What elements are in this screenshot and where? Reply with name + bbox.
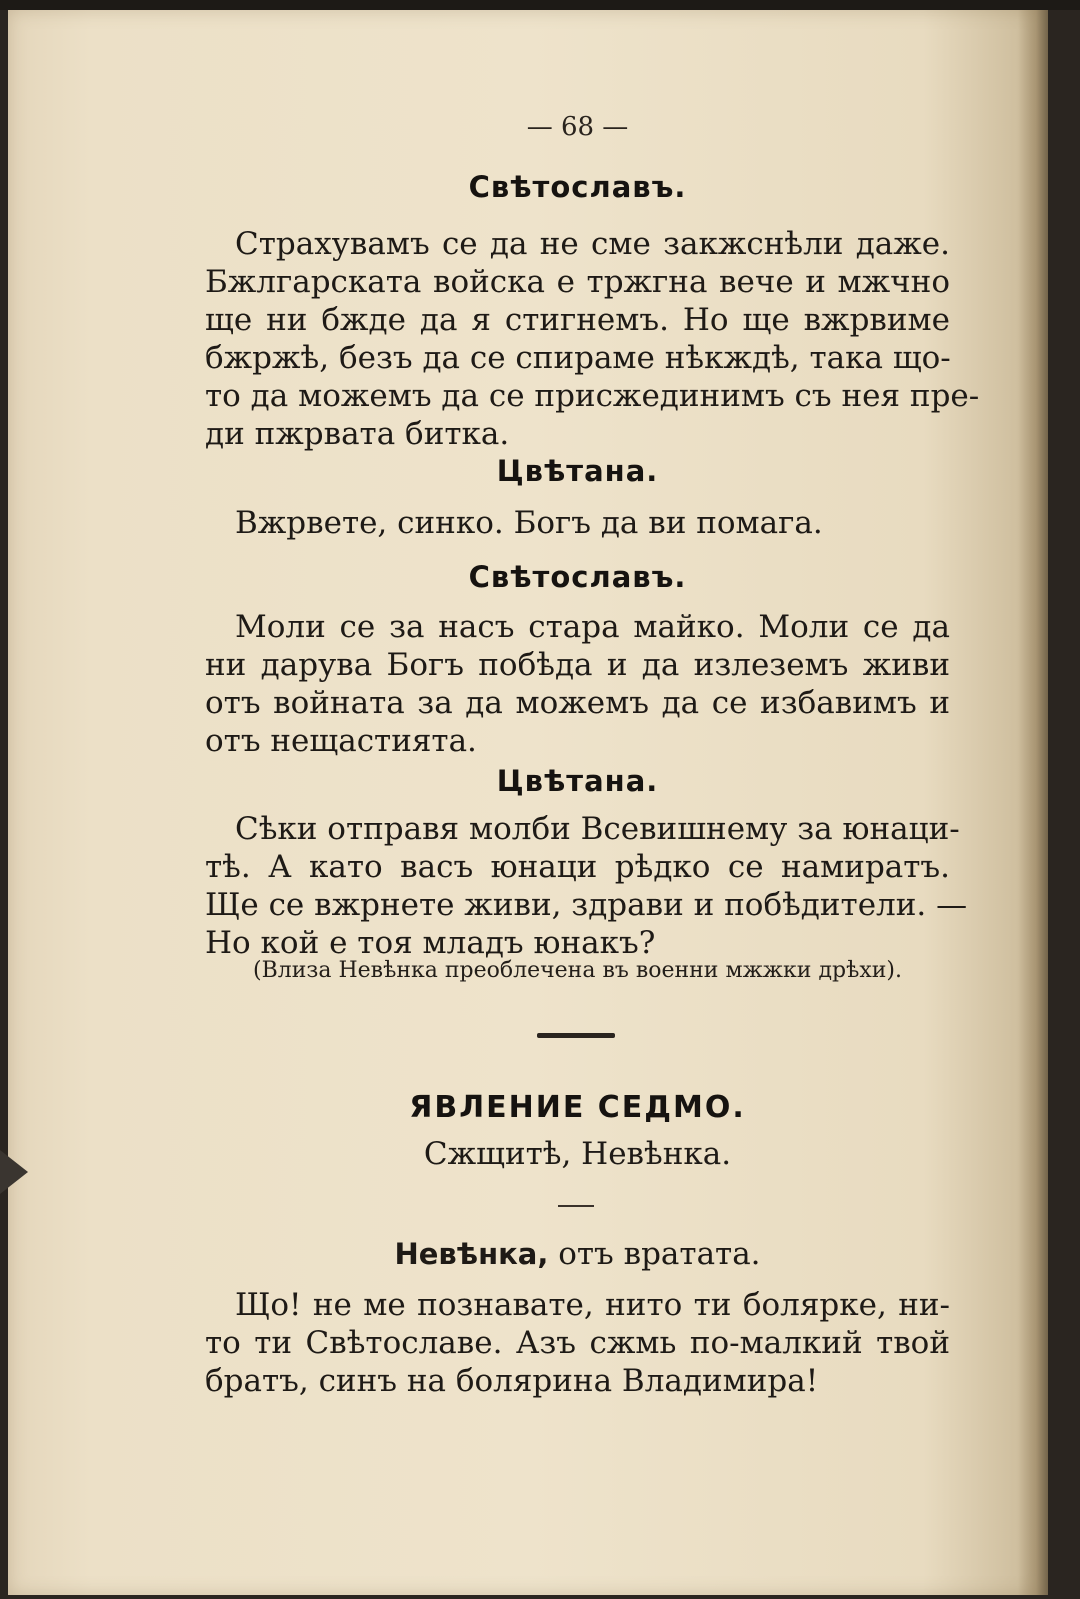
text-line: Но кой е тоя младъ юнакъ? xyxy=(205,925,656,961)
text-line: то ти Свѣтославе. Азъ сжмь по-малкий твой xyxy=(205,1325,950,1361)
scan-top-edge xyxy=(0,0,1080,10)
scene-title: ЯВЛЕНИЕ СЕДМО. xyxy=(409,1090,746,1125)
text-line: тѣ. А като васъ юнаци рѣдко се намиратъ. xyxy=(205,849,950,885)
text-line: бжржѣ, безъ да се спираме нѣкждѣ, така що- xyxy=(205,340,951,376)
page-tab-marker xyxy=(0,1150,28,1194)
dialogue-paragraph xyxy=(205,608,950,760)
page-binding-shadow xyxy=(1018,10,1048,1595)
text-line: отъ нещастията. xyxy=(205,723,477,759)
scene-cast: Сжщитѣ, Невѣнка. xyxy=(423,1136,732,1172)
text-line: Ще се вжрнете живи, здрави и побѣдители. — xyxy=(205,887,968,923)
speaker-name: Цвѣтана. xyxy=(496,764,659,798)
stage-direction: (Влиза Невѣнка преоблечена въ военни мжжки дрѣхи). xyxy=(252,958,902,983)
section-divider xyxy=(537,1033,615,1038)
text-line: Бжлгарската войска е тржгна вече и мжчно xyxy=(205,264,950,300)
page-number: — 68 — xyxy=(526,112,629,142)
dialogue-paragraph xyxy=(205,1286,950,1400)
text-line: Страхувамъ се да не сме закжснѣли даже. xyxy=(235,226,950,262)
text-line: Моли се за насъ стара майко. Моли се да xyxy=(235,609,950,645)
text-line: ни дарува Богъ побѣда и да излеземъ живи xyxy=(205,647,950,683)
speaker-name: Свѣтославъ. xyxy=(468,560,687,594)
short-divider xyxy=(558,1205,594,1207)
text-line: Вжрвете, синко. Богъ да ви помага. xyxy=(235,505,823,541)
speaker-heading xyxy=(205,1236,950,1272)
dialogue-paragraph xyxy=(205,810,968,962)
text-line: ди пжрвата битка. xyxy=(205,416,510,452)
text-line: то да можемъ да се присжединимъ съ нея пре- xyxy=(205,378,980,414)
text-line: Сѣки отправя молби Всевишнему за юнаци- xyxy=(235,811,960,847)
text-line: Що! не ме познавате, нито ти болярке, ни- xyxy=(235,1287,950,1323)
text-line: отъ войната за да можемъ да се избавимъ и xyxy=(205,685,950,721)
text-line: ще ни бжде да я стигнемъ. Но ще вжрвиме xyxy=(205,302,950,338)
speaker-note: отъ вратата. xyxy=(548,1236,761,1272)
dialogue-paragraph xyxy=(205,504,950,542)
speaker-name: Невѣнка, xyxy=(394,1237,549,1271)
speaker-name: Свѣтославъ. xyxy=(468,170,687,204)
speaker-name: Цвѣтана. xyxy=(496,454,659,488)
dialogue-paragraph xyxy=(205,225,980,453)
text-line: братъ, синъ на болярина Владимира! xyxy=(205,1363,819,1399)
